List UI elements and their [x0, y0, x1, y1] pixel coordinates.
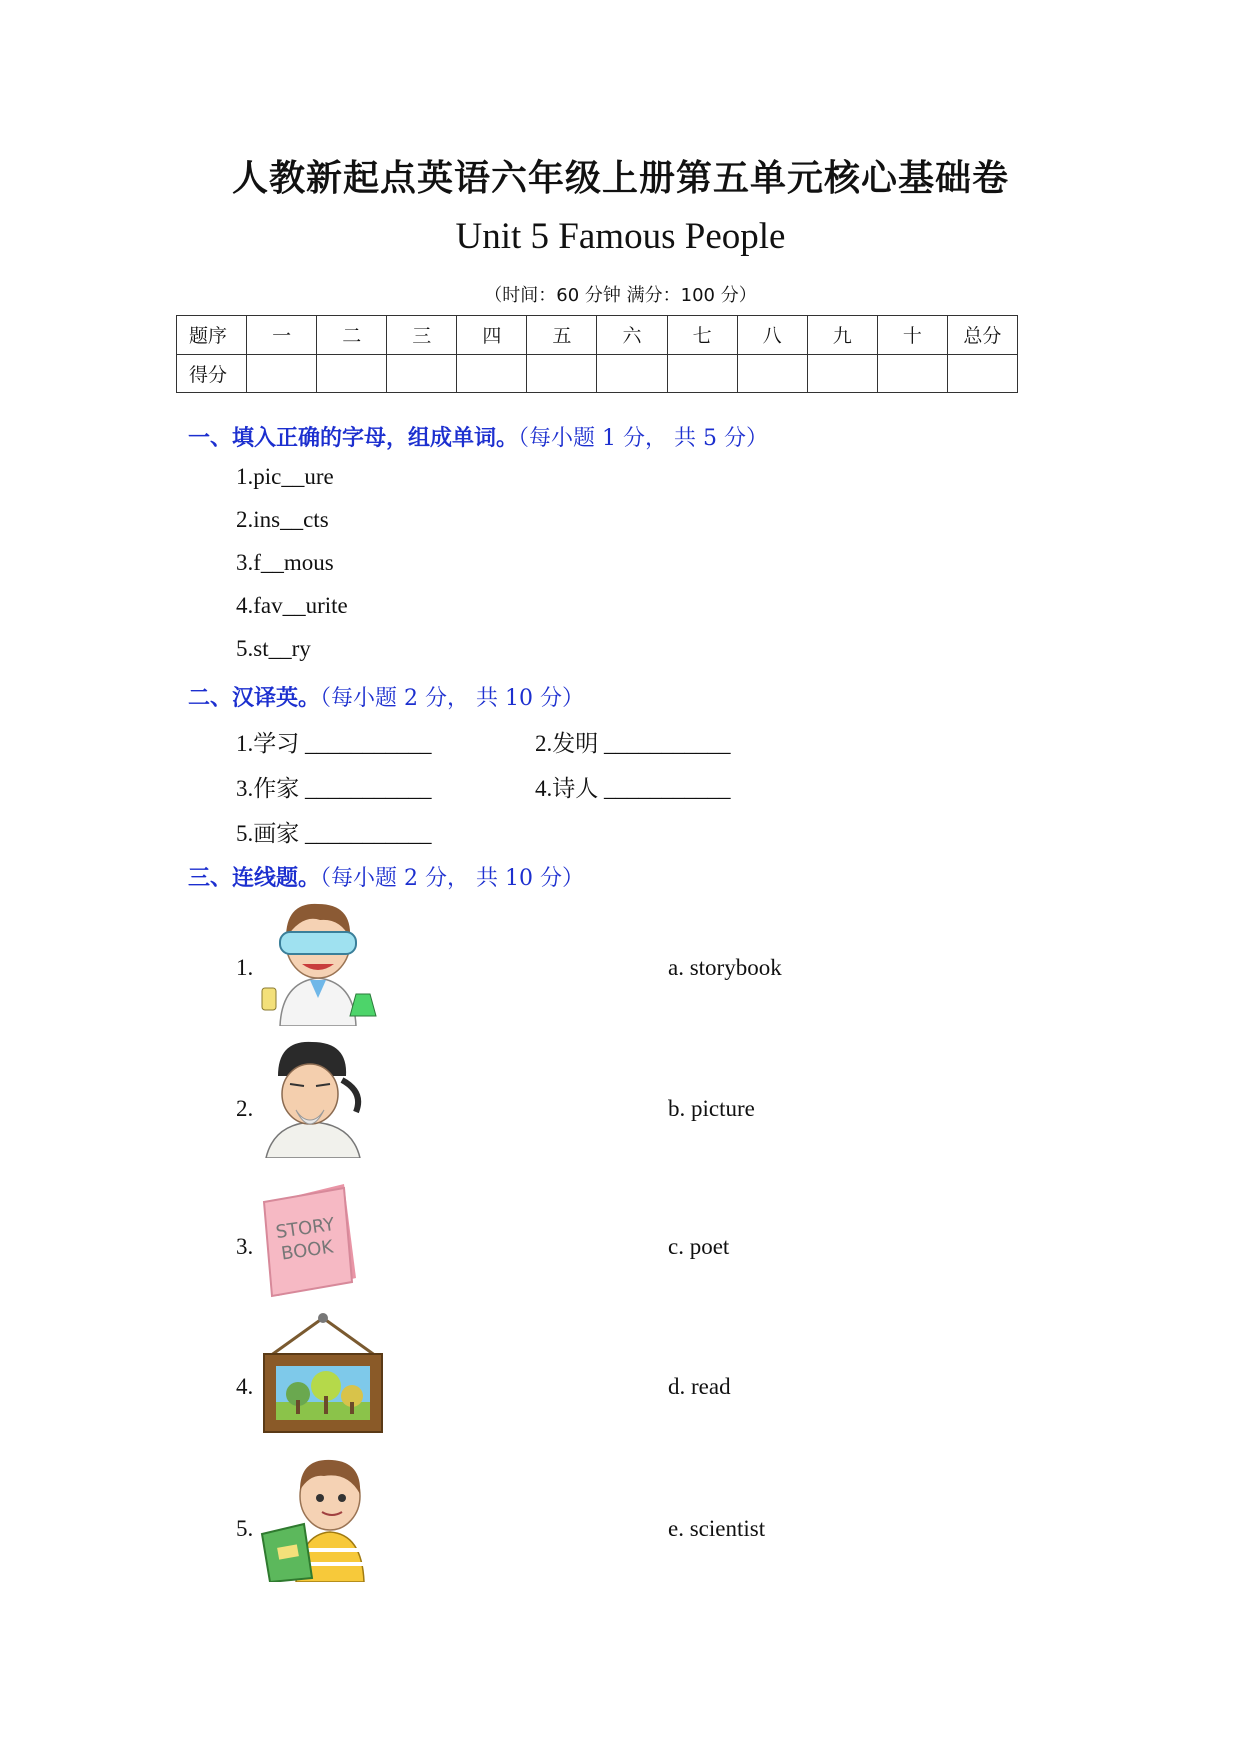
- match-option: c. poet: [668, 1234, 730, 1259]
- translate-item: 3.作家 ___________: [236, 776, 432, 801]
- score-entry-cell[interactable]: [877, 354, 947, 393]
- fill-letter-item: 4.fav__urite: [236, 593, 348, 618]
- time-and-score-info: （时间：60 分钟 满分：100 分）: [484, 285, 757, 306]
- match-number: 3.: [236, 1234, 254, 1259]
- score-cell-header: 四: [457, 316, 527, 355]
- fill-letter-item: 1.pic__ure: [236, 464, 334, 489]
- score-entry-cell[interactable]: [667, 354, 737, 393]
- score-cell-header: 二: [317, 316, 387, 355]
- score-cell-question-label: 题序: [177, 316, 247, 355]
- unit-subtitle: Unit 5 Famous People: [455, 216, 786, 257]
- score-cell-header: 一: [247, 316, 317, 355]
- score-entry-cell[interactable]: [737, 354, 807, 393]
- section3-heading: [188, 861, 584, 892]
- translate-item: 5.画家 ___________: [236, 821, 432, 846]
- score-table-score-row: [177, 354, 1018, 393]
- framed-painting-picture: [260, 1310, 386, 1434]
- scientist-picture: [258, 898, 378, 1026]
- match-number: 4.: [236, 1374, 254, 1399]
- score-table: [176, 315, 1018, 393]
- score-entry-cell[interactable]: [807, 354, 877, 393]
- score-cell-header: 五: [527, 316, 597, 355]
- match-option: b. picture: [668, 1096, 755, 1121]
- score-entry-cell[interactable]: [527, 354, 597, 393]
- section3-note: （每小题 2 分， 共 10 分）: [320, 866, 584, 891]
- match-number: 5.: [236, 1516, 254, 1541]
- score-cell-header: 六: [597, 316, 667, 355]
- section2-heading: [188, 681, 584, 712]
- section3-title: 三、连线题。: [188, 866, 321, 891]
- match-option: a. storybook: [668, 955, 782, 980]
- book-cover-text: BOOK: [279, 1236, 335, 1265]
- score-cell-total-label: 总分: [947, 316, 1017, 355]
- section1-note: （每小题 1 分， 共 5 分）: [518, 426, 768, 451]
- section1-heading: [188, 421, 768, 452]
- score-cell-header: 十: [877, 316, 947, 355]
- poet-picture: [260, 1040, 366, 1158]
- book-cover-text: STORY: [274, 1214, 336, 1244]
- score-entry-cell[interactable]: [947, 354, 1017, 393]
- translate-item: 2.发明 ___________: [535, 731, 731, 756]
- fill-letter-item: 5.st__ry: [236, 636, 311, 661]
- match-option: d. read: [668, 1374, 731, 1399]
- boy-reading-picture: [260, 1454, 370, 1582]
- section2-title: 二、汉译英。: [188, 686, 321, 711]
- translate-item: 1.学习 ___________: [236, 731, 432, 756]
- score-entry-cell[interactable]: [317, 354, 387, 393]
- score-entry-cell[interactable]: [457, 354, 527, 393]
- score-cell-header: 三: [387, 316, 457, 355]
- match-option: e. scientist: [668, 1516, 766, 1541]
- score-cell-score-label: 得分: [177, 354, 247, 393]
- score-entry-cell[interactable]: [387, 354, 457, 393]
- score-entry-cell[interactable]: [597, 354, 667, 393]
- translate-item: 4.诗人 ___________: [535, 776, 731, 801]
- fill-letter-item: 2.ins__cts: [236, 507, 329, 532]
- match-number: 1.: [236, 955, 254, 980]
- score-cell-header: 七: [667, 316, 737, 355]
- score-entry-cell[interactable]: [247, 354, 317, 393]
- page-title: 人教新起点英语六年级上册第五单元核心基础卷: [231, 158, 1009, 199]
- storybook-picture: [260, 1178, 366, 1298]
- score-cell-header: 八: [737, 316, 807, 355]
- fill-letter-item: 3.f__mous: [236, 550, 334, 575]
- score-table-header-row: [177, 316, 1018, 355]
- section2-note: （每小题 2 分， 共 10 分）: [320, 686, 584, 711]
- match-number: 2.: [236, 1096, 254, 1121]
- section1-title: 一、填入正确的字母，组成单词。: [188, 426, 519, 451]
- score-cell-header: 九: [807, 316, 877, 355]
